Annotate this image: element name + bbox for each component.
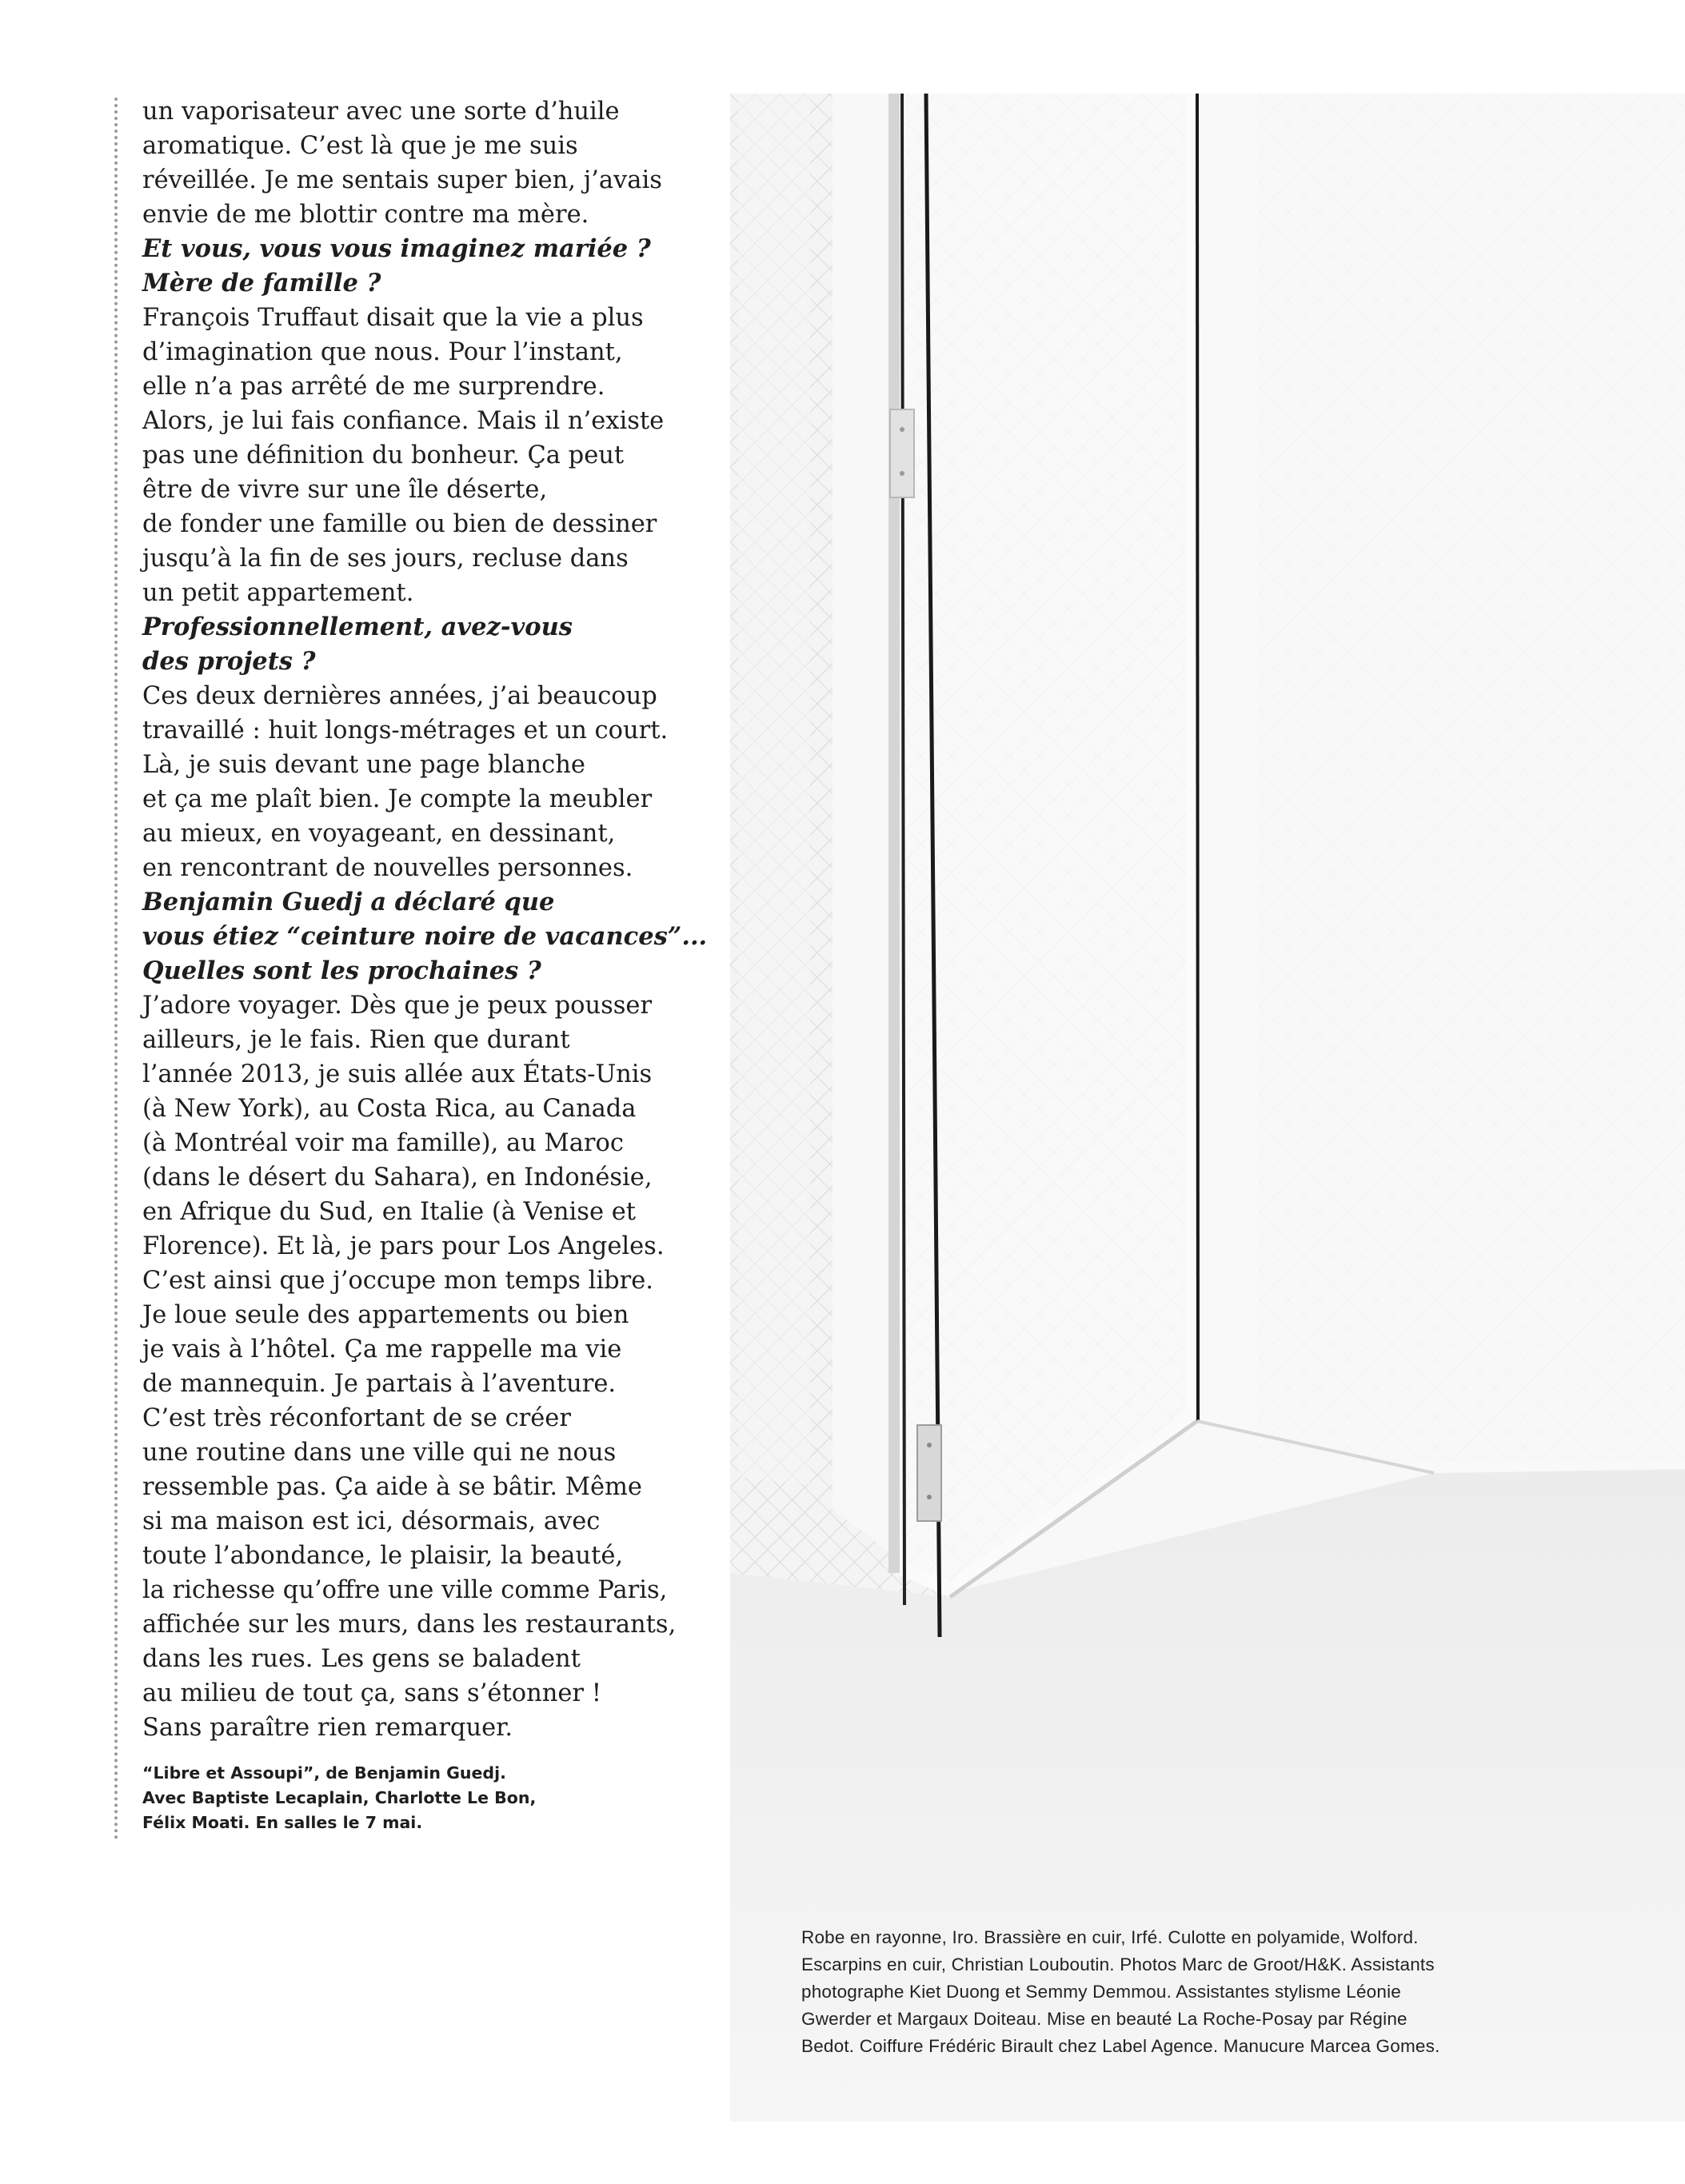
- question-line: Mère de famille ?: [142, 269, 381, 297]
- answer-line: C’est ainsi que j’occupe mon temps libre.: [142, 1267, 653, 1295]
- question-line: Professionnellement, avez-vous: [142, 613, 573, 641]
- answer-line: en rencontrant de nouvelles personnes.: [142, 854, 633, 882]
- answer-line: Je loue seule des appartements ou bien: [142, 1301, 629, 1329]
- interview-text: [142, 94, 708, 1745]
- answer-line: Sans paraître rien remarquer.: [142, 1714, 513, 1742]
- answer-line: Alors, je lui fais confiance. Mais il n’existe: [142, 407, 665, 435]
- answer-line: de fonder une famille ou bien de dessiner: [142, 510, 657, 538]
- lower-hinge: [917, 1425, 941, 1521]
- answer-line: ressemble pas. Ça aide à se bâtir. Même: [142, 1473, 642, 1501]
- photo-illustration: [730, 94, 1685, 2122]
- answer-line: un petit appartement.: [142, 579, 414, 607]
- caption-line: photographe Kiet Duong et Semmy Demmou. Assistantes stylisme Léonie: [801, 1982, 1402, 2002]
- answer-line: toute l’abondance, le plaisir, la beauté,: [142, 1542, 624, 1570]
- answer-line: si ma maison est ici, désormais, avec: [142, 1507, 601, 1535]
- fashion-photo: [730, 94, 1685, 2122]
- answer-line: (à Montréal voir ma famille), au Maroc: [142, 1129, 624, 1157]
- answer-line: au milieu de tout ça, sans s’étonner !: [142, 1679, 601, 1707]
- answer-line: Là, je suis devant une page blanche: [142, 751, 585, 779]
- caption-line: Bedot. Coiffure Frédéric Birault chez Label Agence. Manucure Marcea Gomes.: [801, 2036, 1440, 2056]
- answer-line: d’imagination que nous. Pour l’instant,: [142, 338, 623, 366]
- answer-line: l’année 2013, je suis allée aux États-Unis: [142, 1060, 653, 1088]
- answer-line: un vaporisateur avec une sorte d’huile: [142, 98, 620, 126]
- question-line: Et vous, vous vous imaginez mariée ?: [142, 234, 651, 263]
- answer-line: je vais à l’hôtel. Ça me rappelle ma vie: [142, 1336, 622, 1364]
- answer-line: Florence). Et là, je pars pour Los Angeles.: [142, 1232, 665, 1260]
- credit-line: Félix Moati. En salles le 7 mai.: [142, 1813, 423, 1832]
- question-line: vous étiez “ceinture noire de vacances”...: [142, 922, 708, 951]
- answer-line: la richesse qu’offre une ville comme Paris,: [142, 1576, 668, 1604]
- answer-line: ailleurs, je le fais. Rien que durant: [142, 1026, 570, 1054]
- answer-line: J’adore voyager. Dès que je peux pousser: [142, 992, 653, 1020]
- credit-line: Avec Baptiste Lecaplain, Charlotte Le Bon,: [142, 1788, 537, 1807]
- answer-line: dans les rues. Les gens se baladent: [142, 1645, 581, 1673]
- dotted-column-rule: [114, 98, 118, 1841]
- answer-line: affichée sur les murs, dans les restaurants,: [142, 1611, 677, 1639]
- answer-line: envie de me blottir contre ma mère.: [142, 201, 589, 229]
- question-line: Quelles sont les prochaines ?: [142, 956, 541, 985]
- caption-line: Gwerder et Margaux Doiteau. Mise en beauté La Roche-Posay par Régine: [801, 2009, 1407, 2029]
- answer-line: aromatique. C’est là que je me suis: [142, 132, 578, 160]
- answer-line: (à New York), au Costa Rica, au Canada: [142, 1095, 637, 1123]
- caption-line: Escarpins en cuir, Christian Louboutin. Photos Marc de Groot/H&K. Assistants: [801, 1954, 1435, 1974]
- answer-line: une routine dans une ville qui ne nous: [142, 1439, 617, 1467]
- answer-line: réveillée. Je me sentais super bien, j’avais: [142, 166, 662, 194]
- answer-line: pas une définition du bonheur. Ça peut: [142, 441, 625, 469]
- answer-line: François Truffaut disait que la vie a plus: [142, 304, 644, 332]
- answer-line: C’est très réconfortant de se créer: [142, 1404, 571, 1432]
- film-credits: [142, 1761, 654, 1835]
- answer-line: de mannequin. Je partais à l’aventure.: [142, 1370, 617, 1398]
- answer-line: et ça me plaît bien. Je compte la meubler: [142, 785, 653, 813]
- answer-line: en Afrique du Sud, en Italie (à Venise et: [142, 1198, 637, 1226]
- answer-line: travaillé : huit longs-métrages et un court.: [142, 717, 669, 745]
- answer-line: (dans le désert du Sahara), en Indonésie,: [142, 1164, 653, 1192]
- answer-line: être de vivre sur une île déserte,: [142, 476, 548, 504]
- credit-line: “Libre et Assoupi”, de Benjamin Guedj.: [142, 1763, 506, 1783]
- question-line: des projets ?: [142, 647, 316, 676]
- answer-line: jusqu’à la fin de ses jours, recluse dans: [142, 545, 629, 573]
- caption-line: Robe en rayonne, Iro. Brassière en cuir, Irfé. Culotte en polyamide, Wolford.: [801, 1927, 1419, 1947]
- question-line: Benjamin Guedj a déclaré que: [142, 888, 555, 916]
- answer-line: au mieux, en voyageant, en dessinant,: [142, 820, 616, 848]
- photo-caption: [801, 1924, 1601, 2060]
- answer-line: elle n’a pas arrêté de me surprendre.: [142, 373, 605, 401]
- upper-hinge: [890, 409, 914, 497]
- answer-line: Ces deux dernières années, j’ai beaucoup: [142, 682, 657, 710]
